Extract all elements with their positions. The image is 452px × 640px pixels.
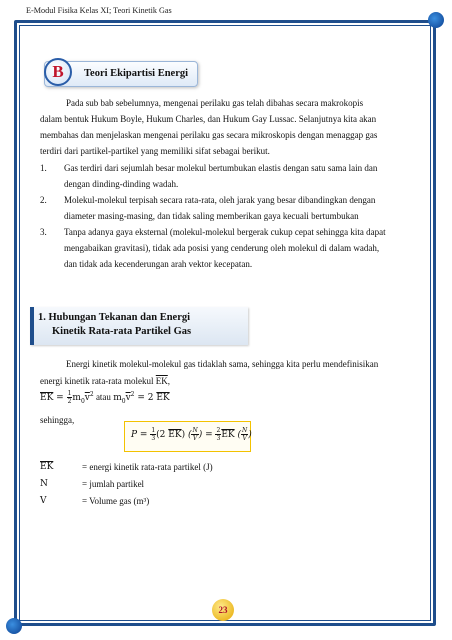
list-number: 1. (40, 163, 47, 173)
equals: = (137, 430, 151, 440)
list-text: mengabaikan gravitasi), tidak ada posisi yang cenderung oleh molekul di dalam wadah, (64, 243, 380, 253)
fraction-n-over-v (191, 427, 198, 442)
equals: = (202, 430, 216, 440)
corner-ornament-icon (428, 12, 444, 28)
section-title: Teori Ekipartisi Energi (84, 68, 189, 79)
body-line (40, 373, 170, 389)
formula-pressure: P = $\frac{1}{3}(2$ $\overline{EK}$) ( $\frac{N}{V}$) = $\frac{2}{3}\overline{EK}$ ( $\frac{N}{V}$) (131, 427, 252, 442)
numerator: 2 (216, 427, 221, 434)
running-header: E-Modul Fisika Kelas XI; Teori Kinetik Gas (26, 6, 172, 15)
equals-two: = 2 (134, 393, 157, 403)
list-text: dan tidak ada kecenderungan arah vektor kecepatan. (64, 259, 253, 269)
connector-word: atau (93, 392, 114, 402)
list-number: 3. (40, 227, 47, 237)
list-text: diameter masing-masing, dan tidak saling memberikan gaya kecuali bertumbukan (64, 211, 359, 221)
superscript: 2 (130, 391, 135, 398)
legend-text: = Volume gas (m³) (82, 496, 150, 506)
legend-row (40, 496, 400, 510)
legend-text: = energi kinetik rata-rata partikel (J) (82, 462, 213, 472)
list-number: 2. (40, 195, 47, 205)
numerator: N (241, 427, 248, 434)
subsection-title (38, 311, 191, 339)
velocity-symbol: $\overline{v}$ (84, 393, 90, 403)
legend-text: = jumlah partikel (82, 479, 145, 489)
paren-close: ) (181, 430, 186, 440)
body-text: , (167, 376, 171, 386)
equals: = (53, 393, 67, 403)
list-text: dengan dinding-dinding wadah. (64, 179, 179, 189)
section-letter-badge: B (44, 58, 72, 86)
denominator: 3 (216, 435, 221, 442)
pressure-symbol: P (131, 430, 138, 440)
mass-symbol: m (72, 393, 81, 403)
fraction-n-over-v (241, 427, 248, 442)
ek-symbol: $\overline{EK}$ (221, 430, 235, 440)
legend-row (40, 479, 400, 493)
subscript: 0 (80, 397, 85, 405)
paren-two: (2 (156, 430, 169, 440)
superscript: 2 (89, 391, 94, 398)
list-text: Molekul-molekul terpisah secara rata-rata, oleh jarak yang besar dibandingkan dengan (64, 195, 376, 205)
corner-ornament-icon (6, 618, 22, 634)
body-line: sehingga, (40, 415, 75, 425)
intro-line: terdiri dari partikel-partikel yang memiliki sifat sebagai berikut. (40, 146, 270, 156)
intro-line: Pada sub bab sebelumnya, mengenai perilaku gas telah dibahas secara makrokopis (66, 98, 364, 108)
denominator: 2 (67, 398, 72, 405)
numerator: N (192, 427, 198, 434)
list-text: Tanpa adanya gaya eksternal (molekul-molekul bergerak cukup cepat sehingga kita dapat (64, 227, 386, 237)
denominator: V (192, 435, 198, 442)
ek-symbol: $\overline{EK}$ (155, 376, 168, 386)
velocity-symbol: $\overline{v}$ (125, 393, 131, 403)
legend-symbol: $\overline{EK}$ (40, 462, 54, 472)
body-text: energi kinetik rata-rata molekul (40, 376, 156, 386)
list-text: Gas terdiri dari sejumlah besar molekul bertumbukan elastis dengan satu sama lain dan (64, 163, 378, 173)
intro-line: dalam bentuk Hukum Boyle, Hukum Charles, dan Hukum Gay Lussac. Selanjutnya kita akan (40, 114, 377, 124)
denominator: 3 (151, 435, 156, 442)
body-line: Energi kinetik molekul-molekul gas tidaklah sama, sehingga kita perlu mendefinisikan (66, 359, 379, 369)
numerator: 1 (67, 390, 72, 397)
denominator: V (242, 435, 247, 442)
legend-symbol: V (40, 496, 47, 506)
intro-line: membahas dan menjelaskan mengenai perilaku gas secara mikroskopis dengan menaggap gas (40, 130, 378, 140)
mass-symbol: m (113, 393, 122, 403)
legend-symbol: N (40, 479, 48, 489)
numerator: 1 (151, 427, 156, 434)
ek-symbol: $\overline{EK}$ (156, 393, 170, 403)
subsection-title-line: 1. Hubungan Tekanan dan Energi (38, 312, 191, 323)
subsection-title-line: Kinetik Rata-rata Partikel Gas (52, 326, 192, 337)
formula-ek-definition (40, 390, 170, 405)
subscript: 0 (121, 397, 126, 405)
ek-symbol: $\overline{EK}$ (168, 430, 182, 440)
legend-row (40, 462, 400, 476)
ek-symbol: $\overline{EK}$ (40, 393, 54, 403)
page-number-badge: 23 (212, 599, 234, 621)
